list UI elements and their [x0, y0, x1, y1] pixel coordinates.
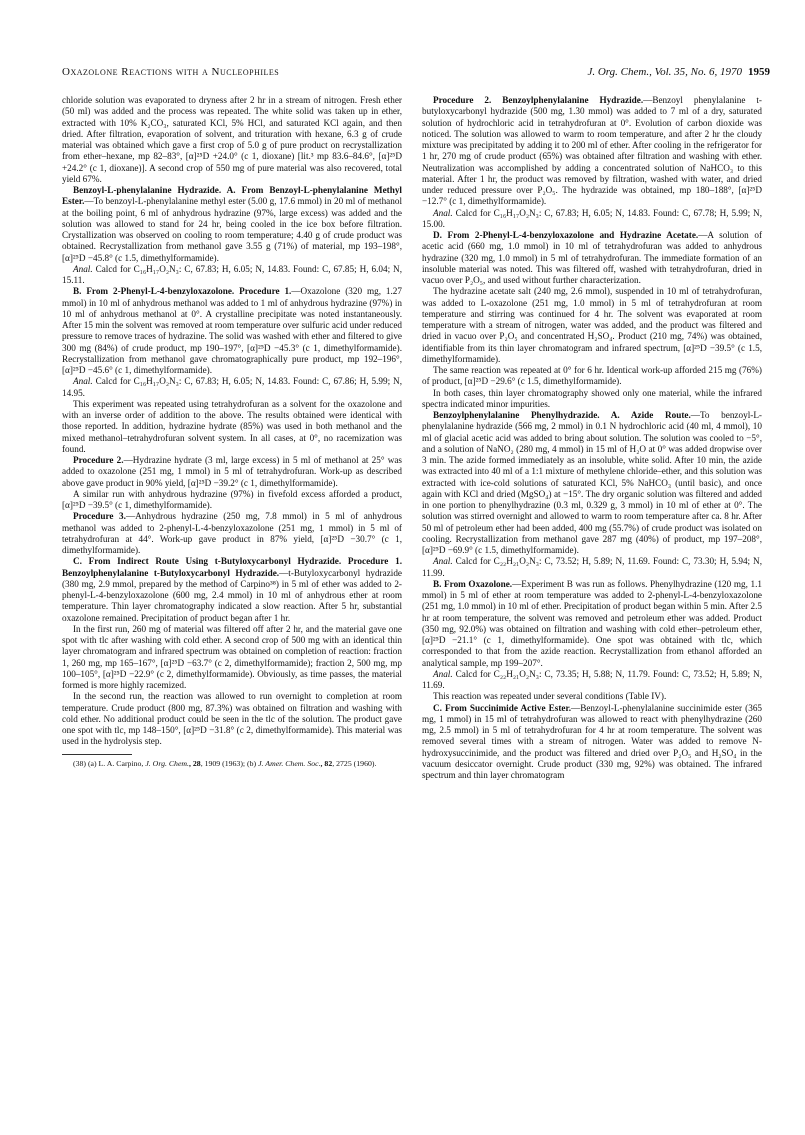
paragraph: chloride solution was evaporated to dryness after 2 hr in a stream of nitrogen. Fresh ether (50 ml) was added and the process was repeated. The white solid was taken up in ether, extracted with 10% K₂CO₃, saturated KCl, 5% HCl, and saturated KCl again, and then dried. After filtration, evaporation of solvent, and trituration with hexane, 6.3 g of crude material was obtained which gave a first crop of 5.0 g of pure product on recrystallization from ether–hexane, mp 82–83°, [α]²⁵D +24.0° (c 1, dioxane) [lit.³ mp 83.6–84.6°, [α]²⁵D +24.2° (c 1, dioxane)]. A second crop of 550 mg of pure material was also recovered, total yield 67%. — [62, 95, 402, 184]
section-heading: C. From Indirect Route Using t-Butyloxycarbonyl Hydrazide. Procedure 1. Benzoylphenylalanine t-Butyloxycarbonyl Hydrazide. — [62, 556, 402, 578]
footnote-text: , 1909 (1963); (b) — [200, 758, 259, 768]
section-paragraph — [62, 286, 402, 376]
analysis-paragraph — [62, 376, 402, 399]
running-header — [62, 66, 770, 82]
journal-citation — [587, 66, 770, 78]
section-heading: Procedure 2. — [73, 455, 124, 465]
running-title: Oxazolone Reactions with α Nucleophiles — [62, 66, 280, 78]
anal-label: Anal. — [73, 376, 93, 387]
section-heading: Benzoylphenylalanine Phenylhydrazide. A. Azide Route. — [433, 410, 691, 420]
footnote-journal: J. Org. Chem. — [145, 758, 189, 768]
right-column — [422, 95, 762, 781]
paragraph: The same reaction was repeated at 0° for 6 hr. Identical work-up afforded 215 mg (76%) of product, [α]²⁵D −29.6° (c 1.5, dimethylformamide). — [422, 365, 762, 387]
paragraph-text: —Oxazolone (320 mg, 1.27 mmol) in 10 ml of anhydrous methanol was added to 1 ml of anhydrous hydrazine (97%) in 10 ml of anhydrous methanol at 0°. A crystalline precipitate was noted instantaneously. After 15 min the solvent was removed at room temperature over sulfuric acid under reduced pressure to remove traces of hydrazine. The solid was washed with ether and filtered to give 300 mg (84%) of crude product, mp 190–197°, [α]²⁵D −45.3° (c 1, dimethylformamide). Recrystallization from methanol gave chromatographically pure product, mp 192–196°, [α]²⁵D −45.6° (c 1, dimethylformamide). — [62, 286, 402, 375]
footnote-text: (38) (a) L. A. Carpino, — [73, 758, 146, 768]
paragraph-text: —t-Butyloxycarbonyl hydrazide (380 mg, 2.9 mmol, prepared by the method of Carpino³⁸) in 5 ml of ether was added to 2-phenyl-L-4-benzyloxazolone (600 mg, 2.4 mmol) in 10 ml of anhydrous ether at room temperature. Thin layer chromatography indicated a slow reaction. After 5 hr, substantial oxazolone remained. Precipitation of product began after 1 hr. — [62, 567, 402, 623]
section-paragraph — [62, 185, 402, 264]
page-number: 1959 — [748, 66, 770, 78]
paragraph-text: —A solution of acetic acid (660 mg, 1.0 mmol) in 10 ml of tetrahydrofuran was added to anhydrous hydrazine (320 mg, 1.0 mmol) in 5 ml of tetrahydrofuran. The immediate formation of an insoluble material was noted. This was filtered off, washed with tetrahydrofuran, dried in vacuo over P₂O₅, and used without further characterization. — [422, 230, 762, 285]
paragraph-text: —Anhydrous hydrazine (250 mg, 7.8 mmol) in 5 ml of anhydrous methanol was added to 2-phenyl-L-4-benzyloxazolone (251 mg, 1 mmol) in 5 ml of tetrahydrofuran at 44°. Work-up gave product in 87% yield, [α]²⁵D −30.7° (c 1, dimethylformamide). — [62, 511, 403, 555]
analysis-paragraph — [422, 208, 762, 231]
analysis-paragraph — [422, 669, 762, 692]
section-heading: B. From Oxazolone. — [433, 578, 513, 589]
footnote-divider — [62, 754, 132, 755]
footnote — [62, 759, 402, 769]
paragraph-text: Calcd for C₁₆H₁₇O₂N₃: C, 67.83; H, 6.05; N, 14.83. Found: C, 67.78; H, 5.99; N, 15.00. — [422, 207, 762, 229]
section-heading: Procedure 3. — [73, 511, 126, 522]
section-heading: B. From 2-Phenyl-L-4-benzyloxazolone. Procedure 1. — [73, 286, 292, 297]
section-paragraph — [422, 410, 762, 556]
analysis-paragraph — [422, 556, 762, 579]
section-heading: Benzoyl-L-phenylalanine Hydrazide. A. From Benzoyl-L-phenylalanine Methyl Ester. — [62, 185, 402, 207]
footnote-text: , 2725 (1960). — [332, 758, 377, 768]
section-heading: Procedure 2. Benzoylphenylalanine Hydrazide. — [433, 95, 644, 105]
footnote-volume: , 28 — [189, 758, 201, 768]
paragraph-text: Calcd for C₂₂H₂₁O₂N₃: C, 73.52; H, 5.89; N, 11.69. Found: C, 73.30; H, 5.94; N, 11.99. — [422, 556, 762, 578]
paragraph-text: —Experiment B was run as follows. Phenylhydrazine (120 mg, 1.1 mmol) in 5 ml of ether at room temperature was added to 2-phenyl-L-4-benzyloxazolone (251 mg, 1.0 mmol) in 10 ml of ether. Precipitation of product began within 5 min. After 2.5 hr at room temperature, the solvent was removed and petroleum ether was added. Product (350 mg, 92.0%) was obtained on filtration and washing with cold ether–petroleum ether, [α]²⁵D −21.1° (c 1, dimethylformamide). One spot was obtained with tlc, which corresponded to that from the azide reaction. Recrystallization from ethanol afforded an analytical sample, mp 199–207°. — [422, 578, 762, 668]
paragraph-text: —To benzoyl-L-phenylalanine hydrazide (566 mg, 2 mmol) in 0.1 N hydrochloric acid (40 ml, 4 mmol), 10 ml of glacial acetic acid was added to bring about solution. The solution was cooled to −5°, and a solution of NaNO₂ (280 mg, 4 mmol) in 15 ml of H₂O at 0° was added dropwise over 3 min. The azide formed immediately as an insoluble, white solid. After 10 min, the azide was extracted into 40 ml of a 1:1 mixture of methylene chloride–ether, and this solution was extracted with ice-cold solutions of saturated KCl, 5% NaHCO₃ (until basic), and once again with KCl and dried (MgSO₄) at −15°. The dry organic solution was filtered and added in one portion to phenylhydrazine (0.3 ml, 0.329 g, 3 mmol) in 10 ml of ether at 0°. The solution was stirred overnight and allowed to warm to room temperature after ca. 8 hr. After 50 ml of petroleum ether had been added, 400 mg (55.7%) of crude product was isolated on cooling. Recrystallization from methanol gave 287 mg (40%) of product, mp 197–208°, [α]²⁵D −69.9° (c 1.5, dimethylformamide). — [422, 410, 762, 555]
anal-label: Anal. — [433, 556, 453, 567]
paragraph-text: —Hydrazine hydrate (3 ml, large excess) in 5 ml of methanol at 25° was added to oxazolone (251 mg, 1 mmol) in 5 ml of tetrahydrofuran. Work-up as described above gave product in 90% yield, [α]²⁵D −39.2° (c 1, dimethylformamide). — [62, 455, 403, 488]
anal-label: Anal. — [73, 263, 93, 274]
section-paragraph — [422, 579, 762, 669]
section-paragraph — [62, 511, 402, 556]
paragraph: This reaction was repeated under several conditions (Table IV). — [433, 691, 667, 702]
section-heading: C. From Succinimide Active Ester. — [433, 702, 572, 713]
paragraph: In the first run, 260 mg of material was filtered off after 2 hr, and the material gave one spot with tlc after washing with cold ether. A second crop of 500 mg with an identical thin layer chromatogram and infrared spectrum was obtained on completion of reaction: fraction 1, 260 mg, mp 165–167°, [α]²⁵D −63.7° (c 2, dimethylformamide); fraction 2, 500 mg, mp 100–105°, [α]²⁵D −22.9° (c 2, dimethylformamide). Obviously, as time passes, the material formed is more highly racemized. — [62, 623, 402, 690]
footnote-volume: , 82 — [320, 758, 333, 768]
footnote-journal: J. Amer. Chem. Soc. — [258, 758, 321, 768]
paragraph: This experiment was repeated using tetrahydrofuran as a solvent for the oxazolone and with an inverse order of addition to the above. The results obtained were identical with those reported. In addition, hydrazine hydrate (85%) was used in both methanol and the mixed methanol–tetrahydrofuran solvent system. In all cases, at 0°, no racemization was found. — [62, 398, 402, 454]
section-paragraph — [422, 95, 762, 208]
paragraph-text: Calcd for C₂₂H₂₁O₂N₃: C, 73.35; H, 5.88; N, 11.79. Found: C, 73.52; H, 5.89; N, 11.69. — [422, 668, 762, 690]
paragraph: The hydrazine acetate salt (240 mg, 2.6 mmol), suspended in 10 ml of tetrahydrofuran, was added to L-oxazolone (251 mg, 1.0 mmol) in 5 ml of tetrahydrofuran at room temperature and stirring was continued for 4 hr. The solvent was evaporated at room temperature with a stream of nitrogen, water was added, and the product was filtered and dried in vacuo over P₂O₅ and concentrated H₂SO₄. Product (210 mg, 74%) was obtained, identifiable from its thin layer chromatogram and infrared spectrum, [α]²⁵D −39.5° (c 1.5, dimethylformamide). — [422, 286, 762, 364]
paragraph-text: Calcd for C₁₆H₁₇O₂N₃: C, 67.83; H, 6.05; N, 14.83. Found: C, 67.86; H, 5.99; N, 14.95. — [62, 376, 402, 398]
paragraph-text: Calcd for C₁₆H₁₇O₂N₃: C, 67.83; H, 6.05; N, 14.83. Found: C, 67.85; H, 6.04; N, 15.11. — [62, 263, 402, 285]
anal-label: Anal. — [433, 207, 453, 218]
paragraph: In both cases, thin layer chromatography showed only one material, while the infrared spectra indicated minor impurities. — [422, 387, 762, 409]
paragraph: A similar run with anhydrous hydrazine (97%) in fivefold excess afforded a product, [α]²⁵D −39.5° (c 1, dimethylformamide). — [62, 488, 402, 510]
paragraph-text: —Benzoyl-L-phenylalanine succinimide ester (365 mg, 1 mmol) in 15 ml of tetrahydrofuran was allowed to react with phenylhydrazine (260 mg, 2.5 mmol) in 5 ml of tetrahydrofuran for 4 hr at room temperature. The solvent was removed several times with a stream of nitrogen. Water was added to remove N-hydroxysuccinimide, and the product was filtered and dried over P₂O₅ and H₂SO₄ in the vacuum desiccator overnight. Crude product (330 mg, 92%) was obtained. The infrared spectrum and thin layer chromatogram — [422, 702, 763, 780]
anal-label: Anal. — [433, 668, 453, 679]
left-column — [62, 95, 402, 768]
section-paragraph — [422, 703, 762, 782]
analysis-paragraph — [62, 264, 402, 287]
section-paragraph — [62, 556, 402, 624]
journal-name: J. Org. Chem., Vol. 35, No. 6, 1970 — [587, 66, 742, 78]
paragraph-text: —Benzoyl phenylalanine t-butyloxycarbonyl hydrazide (500 mg, 1.30 mmol) was added to 7 ml of a dry, saturated solution of hydrochloric acid in tetrahydrofuran at 0°. Evolution of carbon dioxide was noticed. The solution was allowed to warm to room temperature, and after 2 hr the cloudy mixture was precipitated by adding it to 200 ml of ether. After cooling in the refrigerator for 1 hr, 270 mg of crude product (65%) was obtained after filtration and washing with ether. Neutralization was accomplished by adding a concentrated solution of NaHCO₃ to this material. After 1 hr, the product was removed by filtration, washed with water, and dried under reduced pressure over P₂O₅. The hydrazide was obtained, mp 180–188°, [α]²⁵D −12.7° (c 1, dimethylformamide). — [422, 95, 762, 207]
section-heading: D. From 2-Phenyl-L-4-benzyloxazolone and Hydrazine Acetate. — [433, 230, 699, 240]
section-paragraph — [422, 230, 762, 286]
section-paragraph — [62, 455, 402, 489]
paragraph: In the second run, the reaction was allowed to run overnight to completion at room temperature. Crude product (800 mg, 87.3%) was obtained on filtration and washing with cold ether. No additional product could be seen in the tlc of the solution. The product gave one spot with tlc, mp 148–150°, [α]²⁵D −31.8° (c 2, dimethylformamide). This material was used in the hydrolysis step. — [62, 691, 402, 747]
paragraph-text: —To benzoyl-L-phenylalanine methyl ester (5.00 g, 17.6 mmol) in 20 ml of methanol at the boiling point, 6 ml of anhydrous hydrazine (97%, large excess) was added and the solution was allowed to stand for 24 hr, being cooled in the ice box before filtration. Crystallization was observed on cooling to room temperature; 4.40 g of crude product was obtained. Recrystallization from methanol gave 3.55 g (71%) of material, mp 193–198°, [α]²⁵D −45.8° (c 1.5, dimethylformamide). — [62, 196, 402, 263]
